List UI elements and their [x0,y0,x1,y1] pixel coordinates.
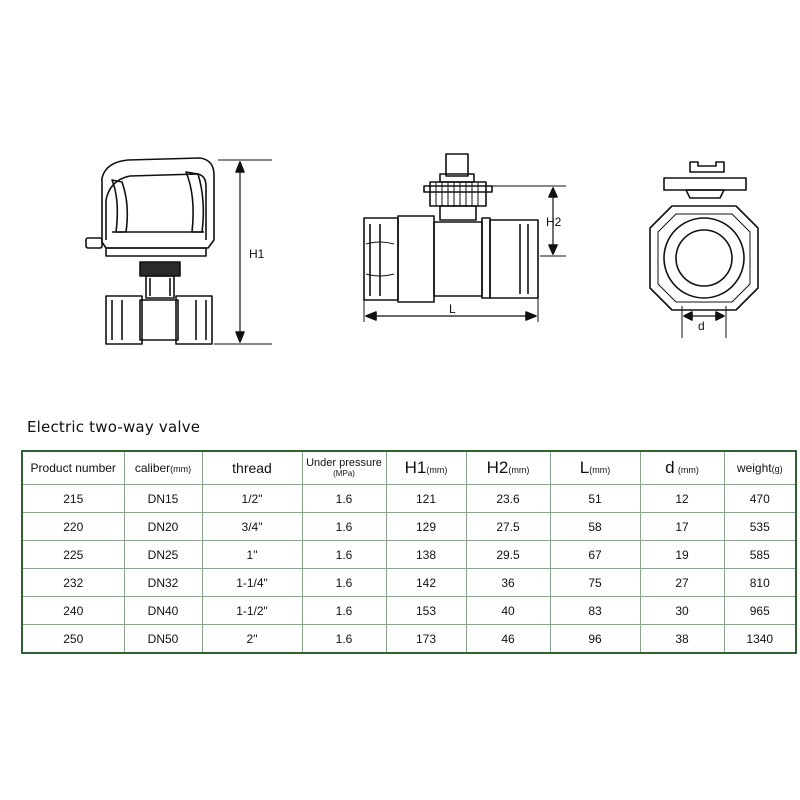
side-view-actuator-valve [86,158,272,344]
cell-h2: 27.5 [466,513,550,541]
cell-caliber: DN40 [124,597,202,625]
header-thread: thread [202,451,302,485]
header-weight: weight(g) [724,451,796,485]
table-row [22,485,796,513]
cell-thread: 3/4" [202,513,302,541]
cell-thread: 1-1/4" [202,569,302,597]
cell-h1: 138 [386,541,466,569]
cell-product-number: 240 [22,597,124,625]
cell-pressure: 1.6 [302,541,386,569]
table-row [22,541,796,569]
header-h2: H2(mm) [466,451,550,485]
cell-d: 27 [640,569,724,597]
cell-h1: 121 [386,485,466,513]
cell-l: 83 [550,597,640,625]
cell-d: 30 [640,597,724,625]
cell-h1: 173 [386,625,466,654]
cell-h2: 40 [466,597,550,625]
cell-l: 96 [550,625,640,654]
cell-product-number: 232 [22,569,124,597]
cell-h2: 46 [466,625,550,654]
cell-l: 67 [550,541,640,569]
cell-h2: 29.5 [466,541,550,569]
cell-h2: 36 [466,569,550,597]
cell-caliber: DN32 [124,569,202,597]
front-view-valve [364,154,566,322]
cell-d: 17 [640,513,724,541]
cell-pressure: 1.6 [302,625,386,654]
cell-thread: 1" [202,541,302,569]
cell-caliber: DN50 [124,625,202,654]
h2-dimension-label: H2 [546,215,562,229]
cell-weight: 585 [724,541,796,569]
cell-product-number: 250 [22,625,124,654]
cell-thread: 1-1/2" [202,597,302,625]
h1-dimension-label: H1 [249,247,265,261]
table-row [22,513,796,541]
cell-d: 19 [640,541,724,569]
cell-thread: 1/2" [202,485,302,513]
d-dimension-label: d [698,319,705,333]
table-row [22,625,796,654]
cell-weight: 810 [724,569,796,597]
specification-table [21,450,797,654]
cell-weight: 535 [724,513,796,541]
cell-d: 12 [640,485,724,513]
table-title: Electric two-way valve [27,418,201,436]
cell-l: 75 [550,569,640,597]
cell-caliber: DN20 [124,513,202,541]
header-product-number: Product number [22,451,124,485]
cell-pressure: 1.6 [302,597,386,625]
cell-pressure: 1.6 [302,513,386,541]
cell-caliber: DN25 [124,541,202,569]
cell-caliber: DN15 [124,485,202,513]
cell-product-number: 220 [22,513,124,541]
cell-product-number: 215 [22,485,124,513]
cell-h1: 142 [386,569,466,597]
end-view-valve [650,162,758,338]
header-under-pressure: Under pressure (MPa) [302,451,386,485]
header-caliber: caliber(mm) [124,451,202,485]
cell-h1: 129 [386,513,466,541]
header-h1: H1(mm) [386,451,466,485]
table-body [22,485,796,654]
cell-d: 38 [640,625,724,654]
cell-pressure: 1.6 [302,485,386,513]
table-row [22,597,796,625]
cell-h2: 23.6 [466,485,550,513]
cell-weight: 965 [724,597,796,625]
cell-h1: 153 [386,597,466,625]
table-header-row [22,451,796,485]
header-d: d (mm) [640,451,724,485]
cell-thread: 2" [202,625,302,654]
cell-product-number: 225 [22,541,124,569]
table-row [22,569,796,597]
cell-weight: 470 [724,485,796,513]
cell-l: 51 [550,485,640,513]
cell-l: 58 [550,513,640,541]
l-dimension-label: L [449,302,456,316]
cell-pressure: 1.6 [302,569,386,597]
cell-weight: 1340 [724,625,796,654]
header-l: L(mm) [550,451,640,485]
